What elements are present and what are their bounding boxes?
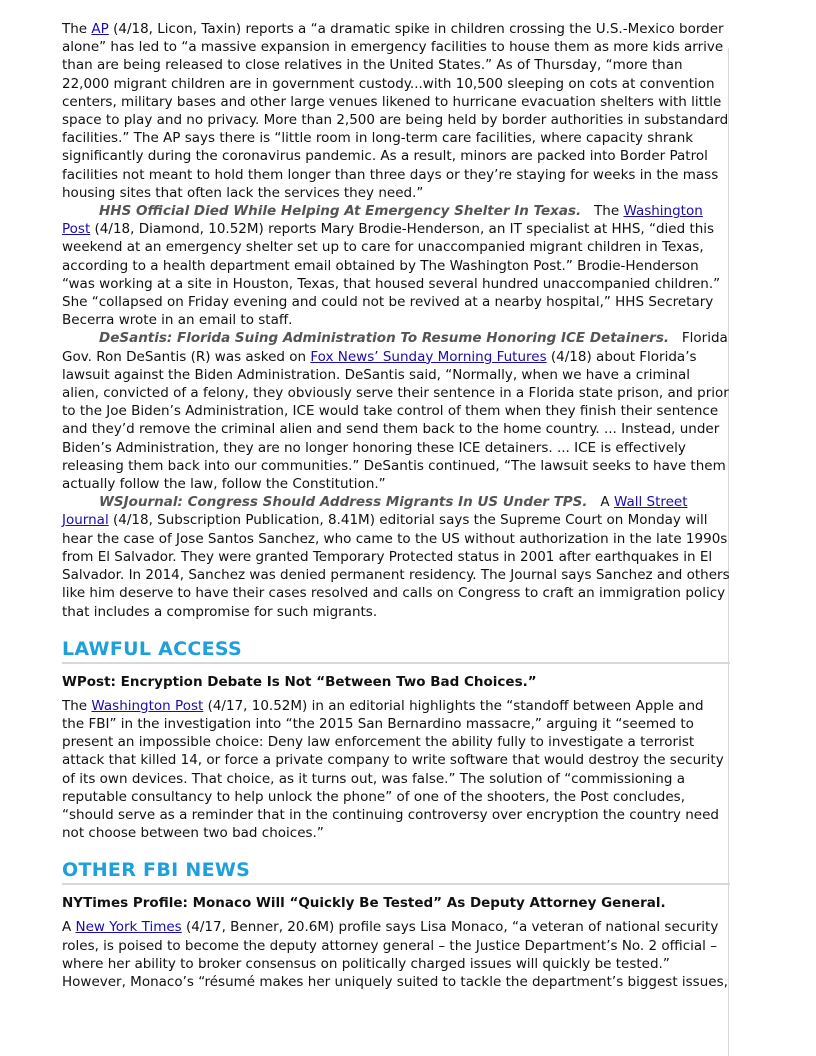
story-paragraph-hhs: HHS Official Died While Helping At Emergency Shelter In Texas. The Washington Post (4/18, Diamond, 10.52M) reports Mary Brodie-Henderson, an IT specialist at HHS, “died this weekend at an emergency shelter set up to care for unaccompanied migrant children in Texas, according to a health department email obtained by The Washington Post.” Brodie-Henderson “was working at a site in Houston, Texas, that housed several hundred unaccompanied children.” She “collapsed on Friday evening and could not be revived at a nearby hospital,” HHS Secretary Becerra wrote in an email to staff.	[62, 203, 721, 329]
wall-street-journal-link[interactable]: Wall Street Journal	[62, 494, 688, 529]
story-paragraph-wsj: WSJournal: Congress Should Address Migrants In US Under TPS. A Wall Street Journal (4/18, Subscription Publication, 8.41M) editorial says the Supreme Court on Monday will hear the case of Jose Santos Sanchez, who came to the US without authorization in the late 1990s from El Salvador. They were granted Temporary Protected status in 2001 after earthquakes in El Salvador. In 2014, Sanchez was denied permanent residency. The Journal says Sanchez and others like him deserve to have their cases resolved and calls on Congress to craft an immigration policy that includes a compromise for such migrants.	[62, 494, 730, 620]
document-page	[62, 20, 730, 991]
section-title-other-fbi-news: OTHER FBI NEWS	[62, 859, 730, 885]
washington-post-link[interactable]: Washington Post	[62, 203, 703, 238]
story-paragraph-encryption: The Washington Post (4/17, 10.52M) in an editorial highlights the “standoff between Apple and the FBI” in the investigation into “the 2015 San Bernardino massacre,” arguing it “seemed to present an impossible choice: Deny law enforcement the ability fully to investigate a terrorist attack that killed 14, or force a private company to write software that would destroy the security of its own devices. That choice, as it turns out, was false.” The solution of “commissioning a reputable consultancy to help unlock the phone” of one of the shooters, the Post concludes, “should serve as a reminder that in the continuing controversy over encryption the country need not choose between two bad choices.”	[62, 697, 724, 842]
new-york-times-link[interactable]: New York Times	[75, 919, 182, 936]
story-lead-wsj: WSJournal: Congress Should Address Migrants In US Under TPS.	[99, 494, 588, 511]
story-paragraph-monaco: A New York Times (4/17, Benner, 20.6M) profile says Lisa Monaco, “a veteran of national security roles, is poised to become the deputy attorney general – the Justice Department’s No. 2 official – where her ability to broker consensus on politically charged issues will quickly be tested.” However, Monaco’s “résumé makes her uniquely suited to tackle the department’s biggest issues,	[62, 919, 728, 990]
story-paragraph-desantis: DeSantis: Florida Suing Administration To Resume Honoring ICE Detainers. Florida Gov. Ron DeSantis (R) was asked on Fox News’ Sunday Morning Futures (4/18) about Florida’s lawsuit against the Biden Administration. DeSantis said, “Normally, when we have a criminal alien, convicted of a felony, they obviously serve their sentence in a Florida state prison, and prior to the Joe Biden’s Administration, ICE would take control of them when they finish their sentence and they’d remove the criminal alien and send them back to the home country. ... Instead, under Biden’s Administration, they are no longer honoring these ICE detainers. ... ICE is effectively releasing them back into our communities.” DeSantis continued, “The lawsuit seeks to have them actually follow the law, follow the Constitution.”	[62, 330, 729, 493]
washington-post-link-2[interactable]: Washington Post	[91, 697, 204, 714]
section-title-lawful-access: LAWFUL ACCESS	[62, 638, 730, 664]
fox-news-link[interactable]: Fox News’ Sunday Morning Futures	[310, 348, 547, 365]
story-paragraph-ap: The AP (4/18, Licon, Taxin) reports a “a dramatic spike in children crossing the U.S.-Mexico border alone” has led to “a massive expansion in emergency facilities to house them as more kids arrive than are being released to close relatives in the United States.” As of Thursday, “more than 22,000 migrant children are in government custody...with 10,500 sleeping on cots at convention centers, military bases and other large venues likened to hurricane evacuation shelters with little space to play and no privacy. More than 2,500 are being held by border authorities in substandard facilities.” The AP says there is “little room in long-term care facilities, where capacity shrank significantly during the coronavirus pandemic. As a result, minors are packed into Border Patrol facilities not meant to hold them longer than three days or they’re staying for weeks in the mass housing sites that often lack the services they need.”	[62, 21, 729, 201]
story-headline-encryption: WPost: Encryption Debate Is Not “Between Two Bad Choices.”	[62, 673, 537, 690]
story-lead-desantis: DeSantis: Florida Suing Administration To Resume Honoring ICE Detainers.	[99, 330, 669, 347]
ap-link[interactable]: AP	[91, 21, 109, 37]
story-headline-monaco: NYTimes Profile: Monaco Will “Quickly Be Tested” As Deputy Attorney General.	[62, 895, 666, 912]
story-lead-hhs: HHS Official Died While Helping At Emergency Shelter In Texas.	[99, 203, 582, 220]
